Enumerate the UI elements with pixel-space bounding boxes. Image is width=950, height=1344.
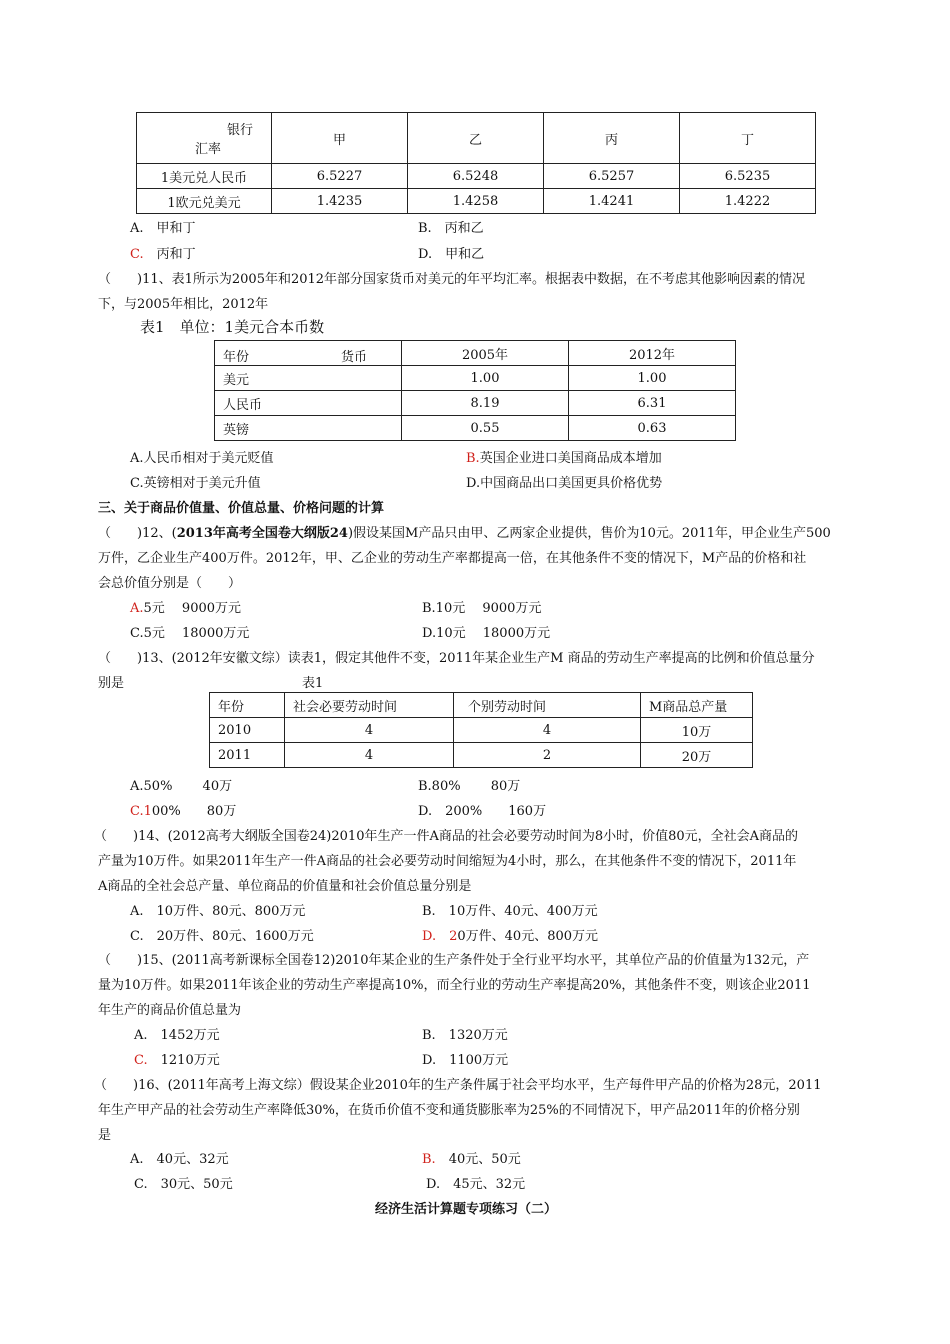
q11-option-d: D.中国商品出口美国更具价格优势 [466, 476, 663, 491]
q14-option-a: A. 10万件、80元、800万元 [130, 904, 306, 919]
rate-table [136, 112, 816, 214]
q11-option-a: A.人民币相对于美元贬值 [130, 451, 274, 466]
table-cell: 6.5235 [680, 164, 816, 189]
q12-line-1 [98, 522, 858, 541]
q14-line-1: （ )14、(2012高考大纲版全国卷24)2010年生产一件A商品的社会必要劳动时间为8小时，价值80元，全社会A商品的 [94, 829, 799, 844]
header-cell: 丙 [544, 113, 680, 164]
table-cell: 8.19 [402, 391, 569, 416]
q13-line-2: 别是 [98, 676, 125, 691]
row-label: 人民币 [215, 391, 402, 416]
corner-bottom: 汇率 [195, 142, 222, 157]
table-cell: 1.4241 [544, 189, 680, 214]
corner-left: 年份 [223, 350, 250, 365]
q11-line-1: （ )11、表1所示为2005年和2012年部分国家货币对美元的年平均汇率。根据表中数据，在不考虑其他影响因素的情况 [98, 272, 806, 287]
table-cell: 4 [285, 743, 454, 768]
q10-option-b: B. 丙和乙 [418, 221, 484, 236]
q10-option-a: A. 甲和丁 [130, 221, 196, 236]
header-cell: 个别劳动时间 [454, 693, 641, 718]
table-cell: 0.55 [402, 416, 569, 441]
option-text: 40元、50元 [435, 1152, 521, 1167]
q12-source: 2013年高考全国卷大纲版24 [176, 526, 348, 541]
q12-prefix: （ )12、( [98, 526, 177, 541]
row-label: 1美元兑人民币 [137, 164, 272, 189]
option-text: 1210万元 [147, 1053, 220, 1068]
q13-table-title: 表1 [302, 676, 324, 691]
row-label: 英镑 [215, 416, 402, 441]
q16-line-2: 年生产甲产品的社会劳动生产率降低30%，在货币价值不变和通货膨胀率为25%的不同情况下，甲产品2011年的价格分别 [98, 1103, 800, 1118]
table-cell: 2011 [210, 743, 285, 768]
table-cell: 0.63 [569, 416, 736, 441]
answer-mark: C. [134, 1053, 148, 1068]
answer-mark: A. [130, 601, 144, 616]
currency-table [214, 340, 736, 441]
table-cell: 1.4235 [272, 189, 408, 214]
table-cell: 2010 [210, 718, 285, 743]
q11-option-c: C.英镑相对于美元升值 [130, 476, 261, 491]
q12-option-c: C.5元 18000万元 [130, 626, 250, 641]
table-cell: 20万 [641, 743, 753, 768]
q12-option-a [130, 597, 241, 616]
table-cell: 2 [454, 743, 641, 768]
row-label: 1欧元兑美元 [137, 189, 272, 214]
table-cell: 1.00 [402, 366, 569, 391]
table-cell: 6.5257 [544, 164, 680, 189]
answer-mark: B. [422, 1152, 436, 1167]
q16-option-a: A. 40元、32元 [130, 1152, 229, 1167]
header-cell: 年份 [210, 693, 285, 718]
q13-option-d: D. 200% 160万 [418, 804, 547, 819]
table-cell: 4 [285, 718, 454, 743]
q13-option-b: B.80% 80万 [418, 779, 521, 794]
q15-option-d: D. 1100万元 [422, 1053, 509, 1068]
option-text: 5元 9000万元 [143, 601, 242, 616]
q16-line-1: （ )16、(2011年高考上海文综）假设某企业2010年的生产条件属于社会平均水平，生产每件甲产品的价格为28元，2011 [94, 1078, 822, 1093]
q14-line-2: 产量为10万件。如果2011年生产一件A商品的社会必要劳动时间缩短为4小时，那么，在其他条件不变的情况下，2011年 [98, 854, 797, 869]
q12-option-d: D.10元 18000万元 [422, 626, 551, 641]
corner-cell [215, 341, 402, 366]
q15-line-2: 量为10万件。如果2011年该企业的劳动生产率提高10%，而全行业的劳动生产率提高20%，其他条件不变，则该企业2011 [98, 978, 811, 993]
corner-right: 货币 [341, 350, 368, 365]
q12-line-3: 会总价值分别是（ ） [98, 576, 242, 591]
header-cell: 社会必要劳动时间 [285, 693, 454, 718]
q16-option-d: D. 45元、32元 [426, 1177, 526, 1192]
option-text: 英国企业进口美国商品成本增加 [479, 451, 662, 466]
q15-line-3: 年生产的商品价值总量为 [98, 1003, 242, 1018]
q10-option-d: D. 甲和乙 [418, 247, 485, 262]
table-cell: 6.31 [569, 391, 736, 416]
section-title: 三、关于商品价值量、价值总量、价格问题的计算 [98, 501, 385, 516]
header-cell: 丁 [680, 113, 816, 164]
table-cell: 4 [454, 718, 641, 743]
q11-line-2: 下，与2005年相比，2012年 [98, 297, 269, 312]
header-cell: 甲 [272, 113, 408, 164]
q15-line-1: （ )15、(2011高考新课标全国卷12)2010年某企业的生产条件处于全行业平均水平，其单位产品的价值量为132元，产 [98, 953, 810, 968]
q16-option-b [422, 1148, 521, 1167]
answer-mark: C. [130, 247, 144, 262]
answer-mark: C.1 [130, 804, 152, 819]
answer-mark: B. [466, 451, 480, 466]
q16-line-3: 是 [98, 1128, 112, 1143]
header-cell: M商品总产量 [641, 693, 753, 718]
answer-mark: D. 2 [422, 929, 458, 944]
q15-option-a: A. 1452万元 [134, 1028, 220, 1043]
header-cell: 2005年 [402, 341, 569, 366]
q11-table-title: 表1 单位：1美元合本币数 [140, 318, 325, 336]
table-cell: 10万 [641, 718, 753, 743]
row-label: 美元 [215, 366, 402, 391]
table-cell: 1.4258 [408, 189, 544, 214]
labor-table [209, 692, 753, 768]
q12-option-b: B.10元 9000万元 [422, 601, 542, 616]
q15-option-c [134, 1049, 220, 1068]
corner-cell [137, 113, 272, 164]
q15-option-b: B. 1320万元 [422, 1028, 508, 1043]
q13-option-a: A.50% 40万 [130, 779, 233, 794]
table-cell: 6.5227 [272, 164, 408, 189]
q14-option-b: B. 10万件、40元、400万元 [422, 904, 598, 919]
option-text: 00% 80万 [151, 804, 237, 819]
option-text: 丙和丁 [143, 247, 196, 262]
footer-title: 经济生活计算题专项练习（二） [375, 1202, 558, 1217]
q12-line-2: 万件，乙企业生产400万件。2012年，甲、乙企业的劳动生产率都提高一倍，在其他条件不变的情况下，M产品的价格和社 [98, 551, 807, 566]
option-text: 0万件、40元、800万元 [457, 929, 599, 944]
header-cell: 乙 [408, 113, 544, 164]
q16-option-c: C. 30元、50元 [134, 1177, 233, 1192]
q14-option-d [422, 925, 598, 944]
q10-option-c [130, 243, 196, 262]
table-cell: 6.5248 [408, 164, 544, 189]
q14-option-c: C. 20万件、80元、1600万元 [130, 929, 314, 944]
q12-text: )假设某国M产品只由甲、乙两家企业提供，售价为10元。2011年，甲企业生产500 [347, 526, 831, 541]
q13-option-c [130, 800, 236, 819]
corner-top: 银行 [226, 123, 253, 138]
q14-line-3: A商品的全社会总产量、单位商品的价值量和社会价值总量分别是 [98, 879, 472, 894]
table-cell: 1.4222 [680, 189, 816, 214]
q13-line-1: （ )13、(2012年安徽文综）读表1，假定其他件不变，2011年某企业生产M 商品的劳动生产率提高的比例和价值总量分 [98, 651, 815, 666]
header-cell: 2012年 [569, 341, 736, 366]
q11-option-b [466, 447, 662, 466]
table-cell: 1.00 [569, 366, 736, 391]
